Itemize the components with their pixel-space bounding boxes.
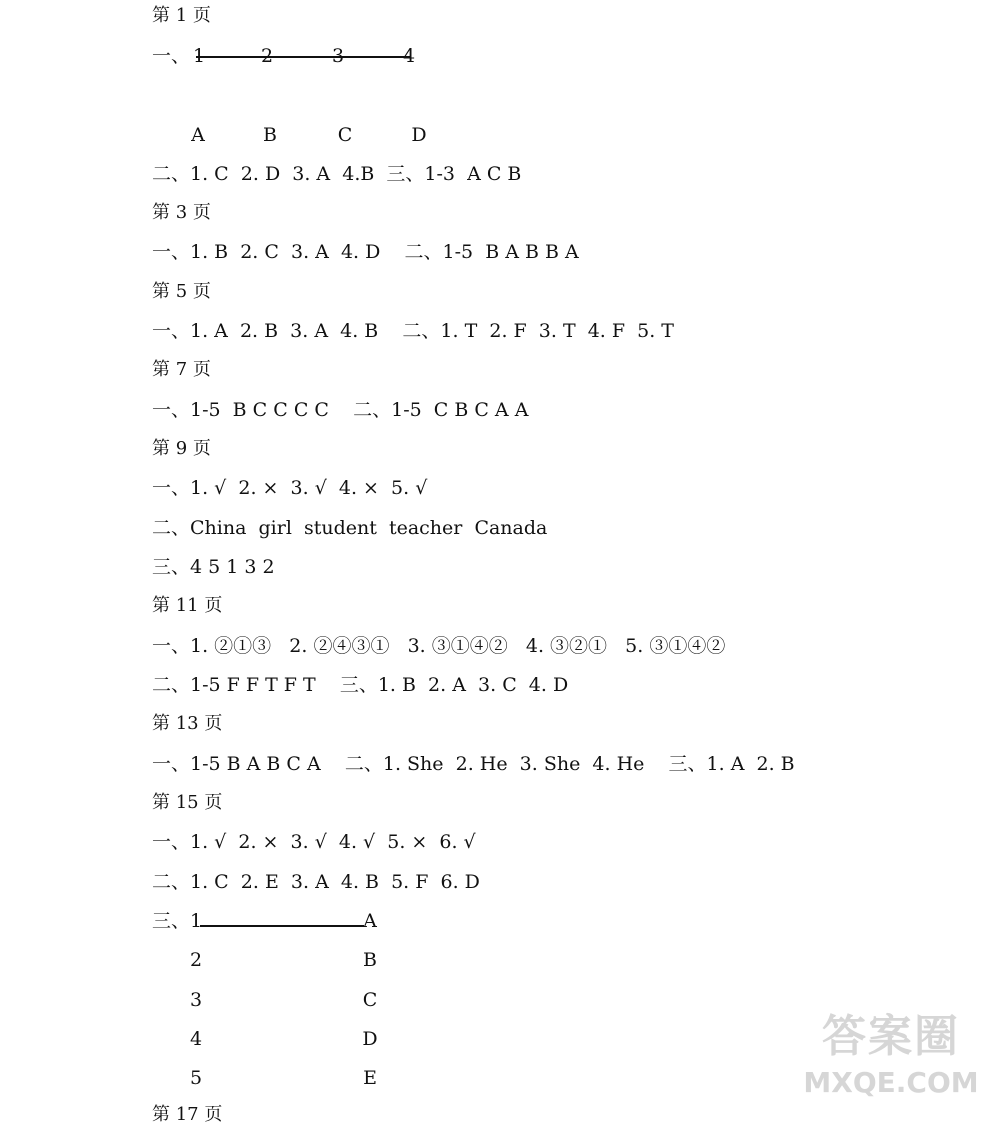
match1-letter: A (191, 124, 205, 146)
answer-line: 一、1. A 2. B 3. A 4. B 二、1. T 2. F 3. T 4. F 5. T (152, 320, 674, 342)
answer-line: 一、1. B 2. C 3. A 4. D 二、1-5 B A B B A (152, 241, 579, 263)
page-heading: 第 15 页 (152, 792, 223, 813)
answer-line: 一、1-5 B A B C A 二、1. She 2. He 3. She 4. He 三、1. A 2. B (152, 753, 795, 775)
match2-right: E (363, 1067, 377, 1089)
answer-line: 一、1. √ 2. × 3. √ 4. √ 5. × 6. √ (152, 831, 476, 853)
match1-number: 1 (192, 45, 206, 67)
answer-line: 二、China girl student teacher Canada (152, 517, 548, 539)
page-heading: 第 17 页 (152, 1104, 223, 1125)
match2-right: B (363, 949, 377, 971)
answer-line: 二、1. C 2. E 3. A 4. B 5. F 6. D (152, 871, 480, 893)
answer-line: 一、1-5 B C C C C 二、1-5 C B C A A (152, 399, 529, 421)
page-heading: 第 5 页 (152, 281, 211, 302)
matching-line (200, 925, 364, 927)
match1-number: 3 (331, 45, 345, 67)
match1-number: 2 (260, 45, 274, 67)
match1-letter: C (337, 124, 353, 146)
match2-right: A (363, 910, 377, 932)
answer-line: 一、1. ②①③ 2. ②④③① 3. ③①④② 4. ③②① 5. ③①④② (152, 635, 726, 657)
match2-left: 4 (189, 1028, 203, 1050)
match2-left: 2 (189, 949, 203, 971)
page-heading: 第 7 页 (152, 359, 211, 380)
match2-left: 3 (189, 989, 203, 1011)
page-heading: 第 9 页 (152, 438, 211, 459)
match2-right: C (362, 989, 378, 1011)
answer-line: 二、1. C 2. D 3. A 4.B 三、1-3 A C B (152, 163, 522, 185)
match2-right: D (362, 1028, 378, 1050)
match-prefix-2: 三、 (152, 910, 191, 932)
match1-letter: D (411, 124, 427, 146)
match2-left: 5 (189, 1067, 203, 1089)
site-watermark (796, 1009, 986, 1119)
match1-letter: B (263, 124, 277, 146)
watermark-logo-text: 答案圈 (822, 1011, 960, 1062)
match-prefix-1: 一、 (152, 45, 191, 67)
page-heading: 第 11 页 (152, 595, 223, 616)
page-heading: 第 1 页 (152, 5, 211, 26)
page-heading: 第 3 页 (152, 202, 211, 223)
answer-line: 三、4 5 1 3 2 (152, 556, 275, 578)
answer-line: 一、1. √ 2. × 3. √ 4. × 5. √ (152, 477, 428, 499)
page-heading: 第 13 页 (152, 713, 223, 734)
watermark-url: MXQE.COM (803, 1066, 979, 1099)
match1-number: 4 (402, 45, 416, 67)
match2-left: 1 (189, 910, 203, 932)
answer-line: 二、1-5 F F T F T 三、1. B 2. A 3. C 4. D (152, 674, 569, 696)
matching-line (196, 56, 410, 58)
